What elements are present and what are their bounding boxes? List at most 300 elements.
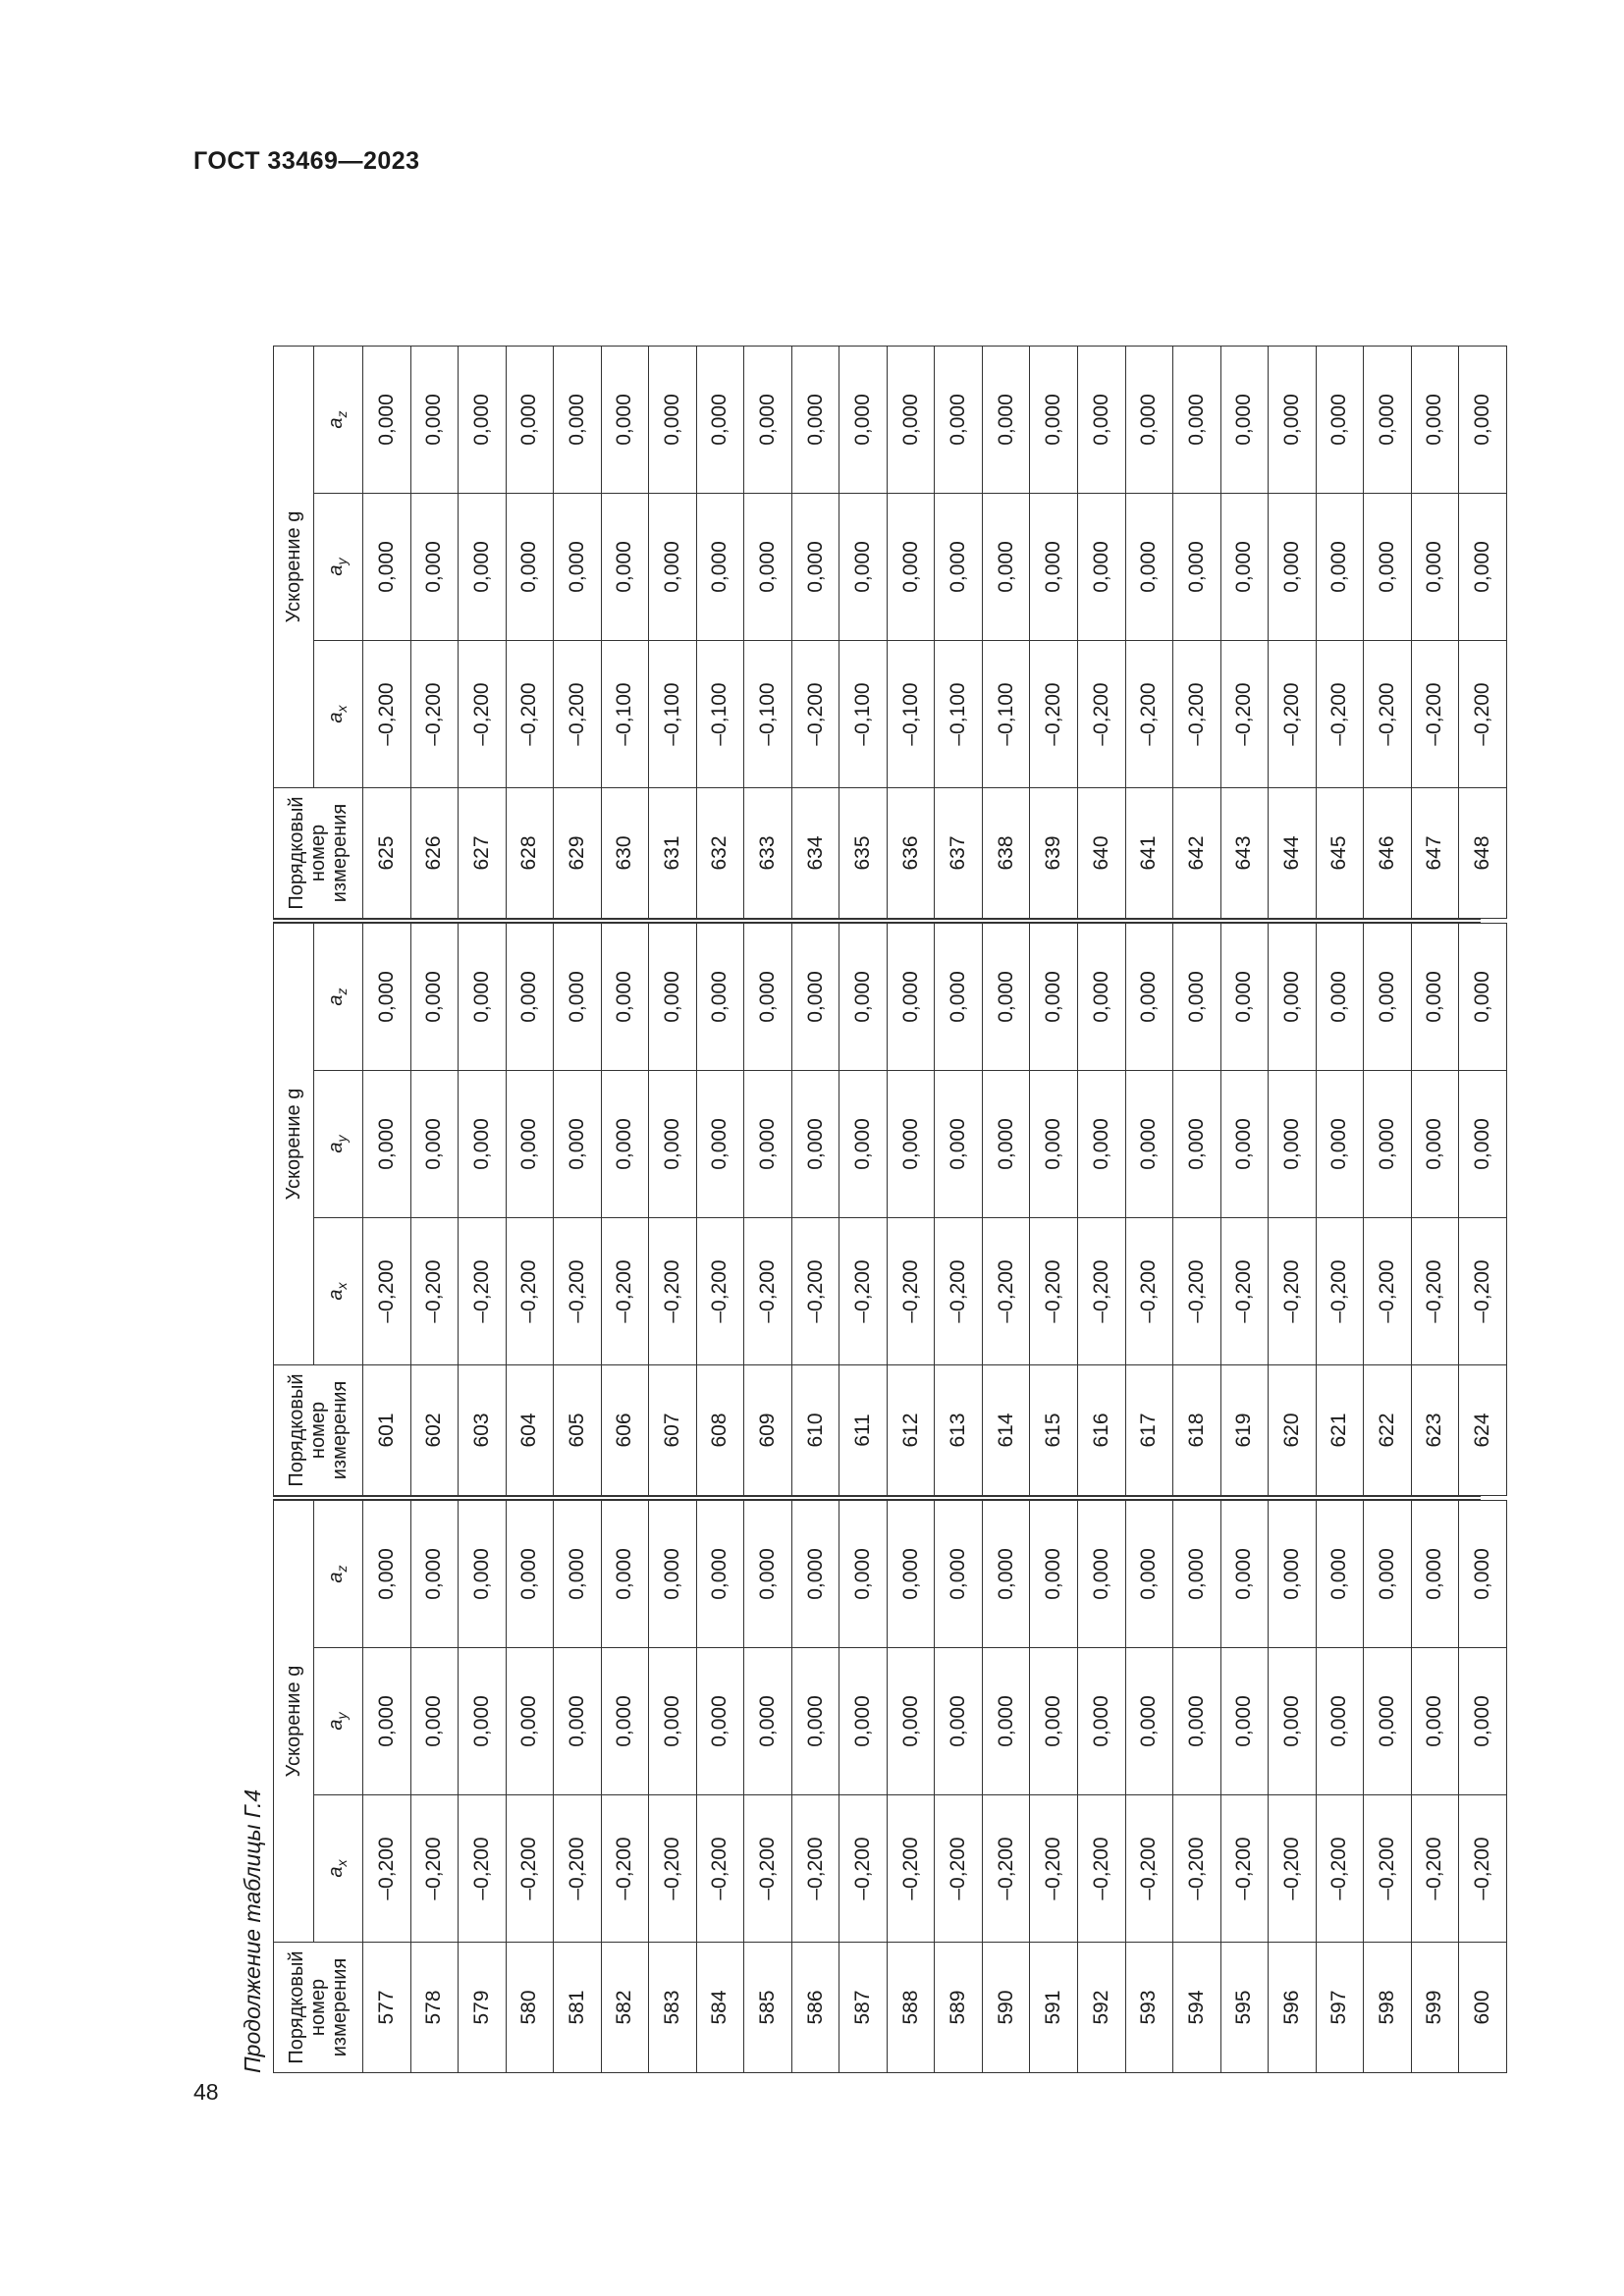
table-row xyxy=(982,1501,1030,2073)
cell-az: 0,000 xyxy=(982,924,1030,1071)
table-row xyxy=(1269,347,1317,919)
cell-ay: 0,000 xyxy=(1220,1071,1269,1218)
cell-az: 0,000 xyxy=(1220,1501,1269,1648)
cell-ay: 0,000 xyxy=(1316,494,1364,641)
cell-ay: 0,000 xyxy=(744,494,792,641)
cell-ax: –0,200 xyxy=(410,1795,459,1943)
table-row xyxy=(696,1501,744,2073)
cell-ay: 0,000 xyxy=(1269,1648,1317,1795)
cell-ay: 0,000 xyxy=(1077,494,1125,641)
table-row xyxy=(1411,1501,1459,2073)
cell-measurement-number: 590 xyxy=(982,1943,1030,2073)
cell-ax: –0,200 xyxy=(791,1795,839,1943)
cell-ay: 0,000 xyxy=(601,1648,649,1795)
cell-ay: 0,000 xyxy=(601,494,649,641)
cell-az: 0,000 xyxy=(1220,924,1269,1071)
cell-ax: –0,200 xyxy=(791,1218,839,1365)
table-row xyxy=(601,347,649,919)
cell-measurement-number: 644 xyxy=(1269,788,1317,919)
cell-ax: –0,200 xyxy=(410,641,459,788)
table-block-grid xyxy=(273,923,1507,1496)
cell-ay: 0,000 xyxy=(1220,1648,1269,1795)
cell-measurement-number: 619 xyxy=(1220,1365,1269,1496)
cell-measurement-number: 648 xyxy=(1459,788,1507,919)
cell-measurement-number: 618 xyxy=(1173,1365,1221,1496)
header-az xyxy=(314,347,363,494)
cell-ax: –0,200 xyxy=(459,1795,507,1943)
cell-measurement-number: 595 xyxy=(1220,1943,1269,2073)
cell-measurement-number: 624 xyxy=(1459,1365,1507,1496)
cell-ax: –0,200 xyxy=(1173,1218,1221,1365)
document-header: ГОСТ 33469—2023 xyxy=(193,147,420,175)
cell-ax: –0,200 xyxy=(601,1795,649,1943)
cell-ax: –0,200 xyxy=(839,1218,888,1365)
cell-measurement-number: 615 xyxy=(1030,1365,1078,1496)
cell-ay: 0,000 xyxy=(410,1648,459,1795)
cell-ax: –0,200 xyxy=(506,641,554,788)
cell-az: 0,000 xyxy=(601,347,649,494)
cell-ay: 0,000 xyxy=(1077,1071,1125,1218)
cell-ax: –0,200 xyxy=(1220,1218,1269,1365)
table-row xyxy=(649,924,697,1496)
table-row xyxy=(1459,924,1507,1496)
cell-ax: –0,200 xyxy=(506,1795,554,1943)
table-row xyxy=(1077,347,1125,919)
table-block-grid xyxy=(273,1500,1507,2073)
cell-ay: 0,000 xyxy=(744,1071,792,1218)
table-row xyxy=(1411,347,1459,919)
table-row xyxy=(1269,924,1317,1496)
table-row xyxy=(791,347,839,919)
cell-ay: 0,000 xyxy=(554,1648,602,1795)
cell-measurement-number: 603 xyxy=(459,1365,507,1496)
cell-ay: 0,000 xyxy=(1030,1071,1078,1218)
cell-measurement-number: 585 xyxy=(744,1943,792,2073)
cell-az: 0,000 xyxy=(363,1501,411,1648)
cell-az: 0,000 xyxy=(696,1501,744,1648)
cell-ax: –0,200 xyxy=(363,1795,411,1943)
block-separator xyxy=(273,919,1481,923)
table-row xyxy=(506,1501,554,2073)
cell-measurement-number: 628 xyxy=(506,788,554,919)
cell-ax: –0,200 xyxy=(1316,1795,1364,1943)
table-row xyxy=(554,924,602,1496)
cell-az: 0,000 xyxy=(1411,347,1459,494)
table-row xyxy=(1030,1501,1078,2073)
cell-measurement-number: 607 xyxy=(649,1365,697,1496)
cell-ay: 0,000 xyxy=(839,494,888,641)
cell-ay: 0,000 xyxy=(1459,1648,1507,1795)
table-row xyxy=(554,347,602,919)
cell-az: 0,000 xyxy=(506,347,554,494)
cell-ay: 0,000 xyxy=(982,1648,1030,1795)
table-row xyxy=(935,347,983,919)
cell-ax: –0,200 xyxy=(1364,641,1412,788)
table-row xyxy=(935,1501,983,2073)
cell-az: 0,000 xyxy=(935,924,983,1071)
table-row xyxy=(791,1501,839,2073)
cell-az: 0,000 xyxy=(459,924,507,1071)
cell-ax: –0,200 xyxy=(554,1218,602,1365)
cell-ay: 0,000 xyxy=(982,494,1030,641)
cell-ay: 0,000 xyxy=(791,494,839,641)
cell-ax: –0,200 xyxy=(459,1218,507,1365)
table-row xyxy=(1125,1501,1173,2073)
cell-az: 0,000 xyxy=(744,347,792,494)
cell-measurement-number: 597 xyxy=(1316,1943,1364,2073)
cell-ay: 0,000 xyxy=(982,1071,1030,1218)
cell-ax: –0,200 xyxy=(1220,1795,1269,1943)
cell-measurement-number: 612 xyxy=(887,1365,935,1496)
table-row xyxy=(744,1501,792,2073)
table-row xyxy=(1316,924,1364,1496)
cell-ax: –0,200 xyxy=(1364,1795,1412,1943)
table-row xyxy=(1269,1501,1317,2073)
cell-az: 0,000 xyxy=(363,924,411,1071)
cell-ay: 0,000 xyxy=(935,494,983,641)
cell-ax: –0,200 xyxy=(1030,1795,1078,1943)
cell-az: 0,000 xyxy=(1173,347,1221,494)
header-axis-index: y xyxy=(333,1712,350,1720)
cell-measurement-number: 636 xyxy=(887,788,935,919)
cell-measurement-number: 643 xyxy=(1220,788,1269,919)
table-caption: Продолжение таблицы Г.4 xyxy=(240,1789,265,2073)
cell-az: 0,000 xyxy=(1125,924,1173,1071)
cell-ay: 0,000 xyxy=(1364,494,1412,641)
cell-ay: 0,000 xyxy=(554,1071,602,1218)
cell-ax: –0,100 xyxy=(935,641,983,788)
cell-ay: 0,000 xyxy=(1269,494,1317,641)
cell-ax: –0,200 xyxy=(1411,641,1459,788)
cell-ax: –0,100 xyxy=(887,641,935,788)
cell-az: 0,000 xyxy=(1364,347,1412,494)
cell-measurement-number: 632 xyxy=(696,788,744,919)
cell-ax: –0,200 xyxy=(459,641,507,788)
table-row xyxy=(459,924,507,1496)
cell-ay: 0,000 xyxy=(696,1071,744,1218)
cell-ax: –0,100 xyxy=(601,641,649,788)
table-row xyxy=(1220,924,1269,1496)
cell-ay: 0,000 xyxy=(744,1648,792,1795)
cell-az: 0,000 xyxy=(410,924,459,1071)
cell-ax: –0,100 xyxy=(744,641,792,788)
cell-ax: –0,200 xyxy=(935,1218,983,1365)
table-row xyxy=(1364,1501,1412,2073)
cell-az: 0,000 xyxy=(649,347,697,494)
cell-az: 0,000 xyxy=(1125,347,1173,494)
table-row xyxy=(410,1501,459,2073)
cell-measurement-number: 617 xyxy=(1125,1365,1173,1496)
cell-az: 0,000 xyxy=(744,924,792,1071)
cell-ax: –0,200 xyxy=(554,1795,602,1943)
cell-ay: 0,000 xyxy=(935,1648,983,1795)
cell-ay: 0,000 xyxy=(1411,1648,1459,1795)
table-row xyxy=(363,1501,411,2073)
cell-measurement-number: 609 xyxy=(744,1365,792,1496)
header-axis-index: x xyxy=(333,1859,350,1867)
table-row xyxy=(1364,924,1412,1496)
table-row xyxy=(363,347,411,919)
header-axis-symbol: a xyxy=(324,564,347,576)
cell-az: 0,000 xyxy=(554,924,602,1071)
cell-az: 0,000 xyxy=(649,1501,697,1648)
table-row xyxy=(506,924,554,1496)
table-row xyxy=(459,1501,507,2073)
table-row xyxy=(1364,347,1412,919)
block-separator xyxy=(273,1496,1481,1500)
cell-az: 0,000 xyxy=(1077,924,1125,1071)
cell-measurement-number: 582 xyxy=(601,1943,649,2073)
cell-measurement-number: 635 xyxy=(839,788,888,919)
cell-az: 0,000 xyxy=(1173,924,1221,1071)
header-axis-symbol: a xyxy=(324,994,347,1006)
cell-ay: 0,000 xyxy=(1269,1071,1317,1218)
table-row xyxy=(744,347,792,919)
cell-ay: 0,000 xyxy=(1125,1071,1173,1218)
cell-az: 0,000 xyxy=(1316,1501,1364,1648)
cell-ay: 0,000 xyxy=(1459,494,1507,641)
cell-measurement-number: 647 xyxy=(1411,788,1459,919)
cell-measurement-number: 608 xyxy=(696,1365,744,1496)
cell-measurement-number: 638 xyxy=(982,788,1030,919)
cell-measurement-number: 646 xyxy=(1364,788,1412,919)
cell-ax: –0,200 xyxy=(887,1218,935,1365)
cell-ay: 0,000 xyxy=(1077,1648,1125,1795)
header-axis-index: z xyxy=(333,988,350,995)
cell-az: 0,000 xyxy=(506,924,554,1071)
cell-ay: 0,000 xyxy=(459,1648,507,1795)
cell-az: 0,000 xyxy=(791,347,839,494)
header-axis-symbol: a xyxy=(324,712,347,723)
header-acceleration-group: Ускорение g xyxy=(274,347,314,788)
cell-measurement-number: 637 xyxy=(935,788,983,919)
header-axis-index: z xyxy=(333,410,350,418)
table-row xyxy=(1173,347,1221,919)
cell-measurement-number: 602 xyxy=(410,1365,459,1496)
table-row xyxy=(982,924,1030,1496)
cell-ay: 0,000 xyxy=(791,1071,839,1218)
cell-ax: –0,200 xyxy=(1459,1218,1507,1365)
table-block xyxy=(273,923,1506,1500)
cell-ay: 0,000 xyxy=(459,1071,507,1218)
cell-ax: –0,200 xyxy=(649,1218,697,1365)
cell-measurement-number: 629 xyxy=(554,788,602,919)
cell-measurement-number: 583 xyxy=(649,1943,697,2073)
table-row xyxy=(1077,1501,1125,2073)
cell-az: 0,000 xyxy=(887,347,935,494)
cell-measurement-number: 599 xyxy=(1411,1943,1459,2073)
cell-ax: –0,200 xyxy=(744,1218,792,1365)
cell-ax: –0,200 xyxy=(363,1218,411,1365)
cell-ax: –0,200 xyxy=(1316,1218,1364,1365)
cell-measurement-number: 620 xyxy=(1269,1365,1317,1496)
cell-ax: –0,200 xyxy=(1077,1795,1125,1943)
table-row xyxy=(696,347,744,919)
cell-ax: –0,200 xyxy=(1269,1218,1317,1365)
cell-ax: –0,200 xyxy=(554,641,602,788)
table-row xyxy=(1316,1501,1364,2073)
cell-az: 0,000 xyxy=(1030,1501,1078,1648)
cell-az: 0,000 xyxy=(1459,1501,1507,1648)
cell-ax: –0,200 xyxy=(1220,641,1269,788)
cell-az: 0,000 xyxy=(1269,1501,1317,1648)
table-row xyxy=(696,924,744,1496)
cell-measurement-number: 586 xyxy=(791,1943,839,2073)
table-row xyxy=(1459,347,1507,919)
cell-az: 0,000 xyxy=(1077,347,1125,494)
table-row xyxy=(1316,347,1364,919)
table-row xyxy=(649,347,697,919)
cell-az: 0,000 xyxy=(982,347,1030,494)
cell-measurement-number: 642 xyxy=(1173,788,1221,919)
cell-az: 0,000 xyxy=(506,1501,554,1648)
table-row xyxy=(410,924,459,1496)
cell-measurement-number: 596 xyxy=(1269,1943,1317,2073)
cell-ax: –0,200 xyxy=(506,1218,554,1365)
cell-ay: 0,000 xyxy=(696,1648,744,1795)
cell-ax: –0,200 xyxy=(744,1795,792,1943)
cell-az: 0,000 xyxy=(1125,1501,1173,1648)
cell-measurement-number: 581 xyxy=(554,1943,602,2073)
cell-ax: –0,200 xyxy=(1125,1795,1173,1943)
header-axis-index: z xyxy=(333,1565,350,1573)
cell-az: 0,000 xyxy=(935,1501,983,1648)
header-axis-symbol: a xyxy=(324,417,347,429)
cell-ay: 0,000 xyxy=(839,1071,888,1218)
cell-measurement-number: 640 xyxy=(1077,788,1125,919)
cell-ay: 0,000 xyxy=(601,1071,649,1218)
cell-ay: 0,000 xyxy=(1411,494,1459,641)
cell-measurement-number: 605 xyxy=(554,1365,602,1496)
cell-az: 0,000 xyxy=(887,924,935,1071)
table-row xyxy=(744,924,792,1496)
cell-ax: –0,200 xyxy=(935,1795,983,1943)
header-acceleration-group: Ускорение g xyxy=(274,924,314,1365)
cell-measurement-number: 645 xyxy=(1316,788,1364,919)
cell-ax: –0,200 xyxy=(363,641,411,788)
cell-measurement-number: 634 xyxy=(791,788,839,919)
cell-measurement-number: 600 xyxy=(1459,1943,1507,2073)
cell-ax: –0,200 xyxy=(1077,641,1125,788)
cell-ay: 0,000 xyxy=(1411,1071,1459,1218)
cell-ax: –0,200 xyxy=(1459,641,1507,788)
cell-measurement-number: 622 xyxy=(1364,1365,1412,1496)
page-number: 48 xyxy=(193,2079,219,2105)
cell-az: 0,000 xyxy=(696,347,744,494)
table-row xyxy=(791,924,839,1496)
table-block xyxy=(273,346,1506,923)
cell-measurement-number: 610 xyxy=(791,1365,839,1496)
cell-measurement-number: 621 xyxy=(1316,1365,1364,1496)
cell-ay: 0,000 xyxy=(887,494,935,641)
cell-ax: –0,100 xyxy=(696,641,744,788)
table-row xyxy=(935,924,983,1496)
cell-measurement-number: 606 xyxy=(601,1365,649,1496)
cell-ax: –0,200 xyxy=(1459,1795,1507,1943)
cell-az: 0,000 xyxy=(1364,924,1412,1071)
cell-az: 0,000 xyxy=(791,1501,839,1648)
table-row xyxy=(1173,924,1221,1496)
cell-measurement-number: 584 xyxy=(696,1943,744,2073)
cell-az: 0,000 xyxy=(1077,1501,1125,1648)
cell-measurement-number: 592 xyxy=(1077,1943,1125,2073)
cell-az: 0,000 xyxy=(410,347,459,494)
cell-ay: 0,000 xyxy=(1125,494,1173,641)
cell-az: 0,000 xyxy=(1030,924,1078,1071)
cell-az: 0,000 xyxy=(791,924,839,1071)
cell-az: 0,000 xyxy=(363,347,411,494)
table-row xyxy=(1173,1501,1221,2073)
cell-ay: 0,000 xyxy=(1220,494,1269,641)
table-row xyxy=(363,924,411,1496)
cell-az: 0,000 xyxy=(982,1501,1030,1648)
cell-ax: –0,200 xyxy=(1030,1218,1078,1365)
cell-measurement-number: 616 xyxy=(1077,1365,1125,1496)
cell-ay: 0,000 xyxy=(1030,494,1078,641)
cell-az: 0,000 xyxy=(1269,924,1317,1071)
cell-az: 0,000 xyxy=(601,924,649,1071)
cell-ay: 0,000 xyxy=(506,1648,554,1795)
cell-measurement-number: 601 xyxy=(363,1365,411,1496)
cell-ax: –0,200 xyxy=(696,1795,744,1943)
cell-measurement-number: 631 xyxy=(649,788,697,919)
cell-ay: 0,000 xyxy=(363,1648,411,1795)
cell-ax: –0,200 xyxy=(982,1795,1030,1943)
cell-az: 0,000 xyxy=(1316,347,1364,494)
header-axis-symbol: a xyxy=(324,1866,347,1878)
table-row xyxy=(1077,924,1125,1496)
cell-ay: 0,000 xyxy=(506,1071,554,1218)
cell-ax: –0,200 xyxy=(982,1218,1030,1365)
cell-measurement-number: 580 xyxy=(506,1943,554,2073)
cell-ax: –0,100 xyxy=(982,641,1030,788)
cell-measurement-number: 587 xyxy=(839,1943,888,2073)
cell-ay: 0,000 xyxy=(1364,1071,1412,1218)
header-measurement-number: Порядковый номер измерения xyxy=(274,1943,363,2073)
table-row xyxy=(1411,924,1459,1496)
cell-ay: 0,000 xyxy=(363,494,411,641)
cell-az: 0,000 xyxy=(744,1501,792,1648)
rotated-table-area xyxy=(232,228,1505,2073)
cell-ay: 0,000 xyxy=(1173,1648,1221,1795)
header-ay xyxy=(314,1648,363,1795)
table-row xyxy=(601,924,649,1496)
cell-az: 0,000 xyxy=(601,1501,649,1648)
cell-ax: –0,200 xyxy=(1269,1795,1317,1943)
table-row xyxy=(1030,347,1078,919)
header-ay xyxy=(314,494,363,641)
cell-ax: –0,200 xyxy=(1269,641,1317,788)
cell-az: 0,000 xyxy=(1411,1501,1459,1648)
cell-az: 0,000 xyxy=(839,347,888,494)
table-row xyxy=(506,347,554,919)
cell-ay: 0,000 xyxy=(363,1071,411,1218)
table-row xyxy=(1125,924,1173,1496)
cell-measurement-number: 594 xyxy=(1173,1943,1221,2073)
cell-az: 0,000 xyxy=(696,924,744,1071)
header-az xyxy=(314,924,363,1071)
cell-ax: –0,200 xyxy=(1030,641,1078,788)
cell-ay: 0,000 xyxy=(1030,1648,1078,1795)
cell-az: 0,000 xyxy=(1173,1501,1221,1648)
cell-ay: 0,000 xyxy=(1173,1071,1221,1218)
cell-ax: –0,200 xyxy=(887,1795,935,1943)
cell-az: 0,000 xyxy=(554,347,602,494)
cell-ay: 0,000 xyxy=(1316,1071,1364,1218)
header-ax xyxy=(314,1795,363,1943)
table-row xyxy=(1030,924,1078,1496)
cell-az: 0,000 xyxy=(935,347,983,494)
